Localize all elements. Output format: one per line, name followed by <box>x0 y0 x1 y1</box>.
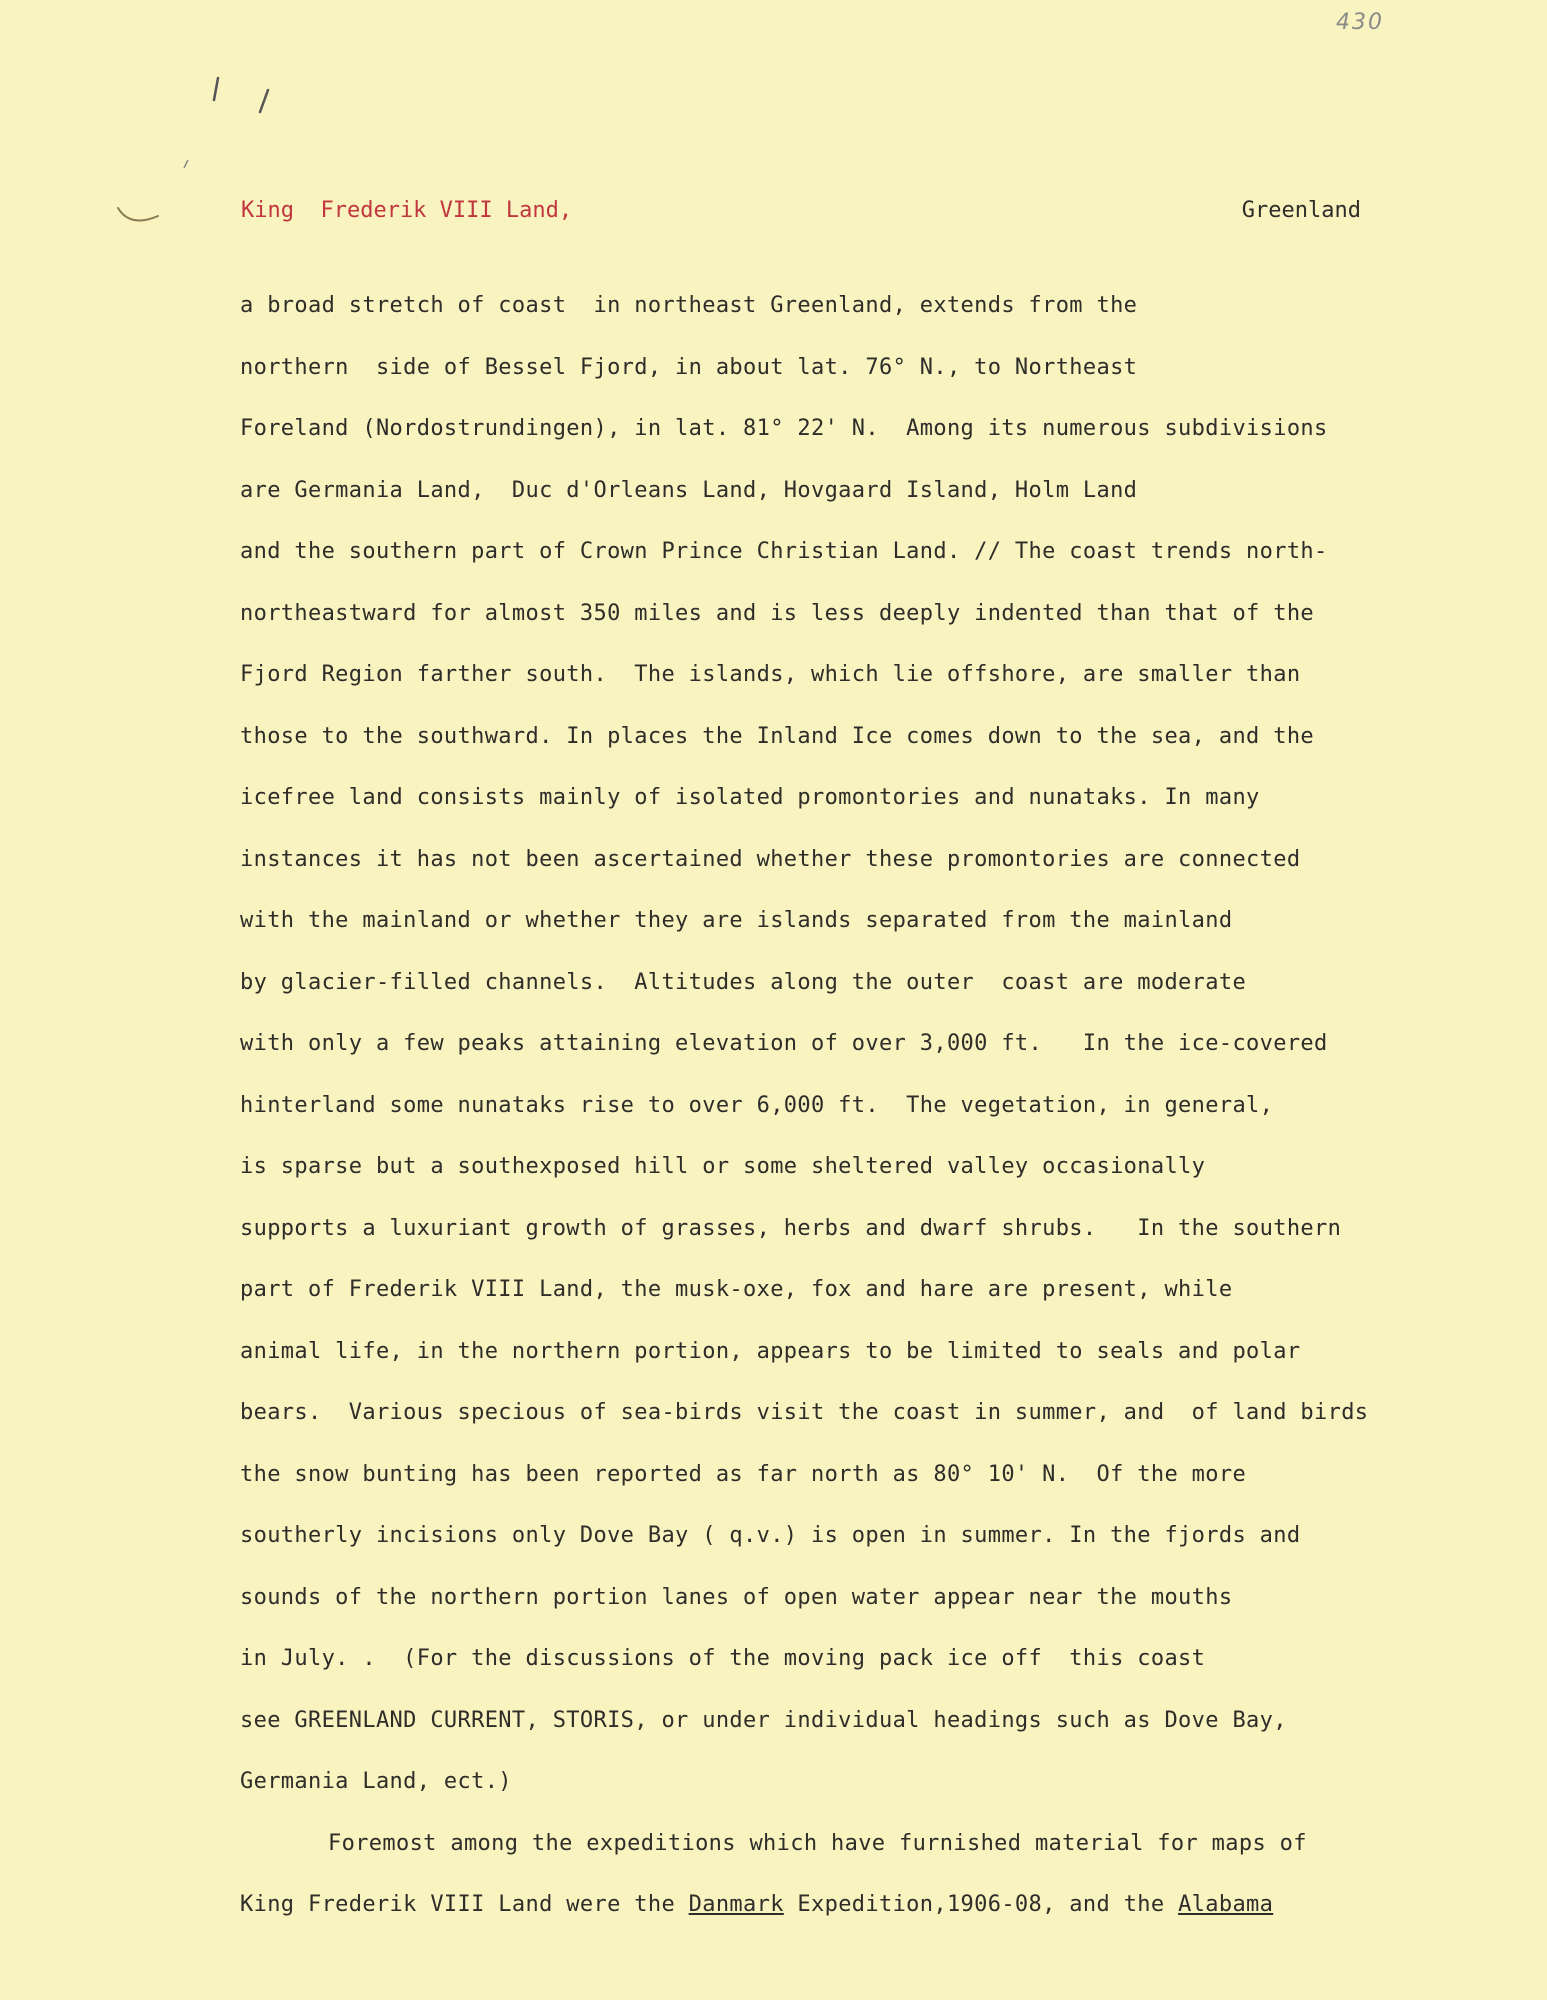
text-line: southerly incisions only Dove Bay ( q.v.) is open in summer. In the fjords and <box>240 1523 1301 1548</box>
text-line: Foremost among the expeditions which have furnished material for maps of <box>328 1830 1307 1856</box>
text-line: hinterland some nunataks rise to over 6,000 ft. The vegetation, in general, <box>240 1092 1274 1118</box>
text-line: those to the southward. In places the Inland Ice comes down to the sea, and the <box>240 723 1315 749</box>
text-line: Foreland (Nordostrundingen), in lat. 81° 22' N. Among its numerous subdivisions <box>240 416 1328 441</box>
text-line: with only a few peaks attaining elevation of over 3,000 ft. In the ice-covered <box>240 1031 1328 1056</box>
text-line: in July. . (For the discussions of the moving pack ice off this coast <box>240 1646 1206 1671</box>
text-line: with the mainland or whether they are islands separated from the mainland <box>240 908 1233 933</box>
header-region: Greenland <box>1241 198 1361 223</box>
text-line: bears. Various specious of sea-birds visit the coast in summer, and of land birds <box>240 1400 1369 1425</box>
text-line: by glacier-filled channels. Altitudes along the outer coast are moderate <box>240 969 1247 995</box>
text-line: are Germania Land, Duc d'Orleans Land, Hovgaard Island, Holm Land <box>240 477 1138 503</box>
text-line <box>240 1885 1520 1947</box>
text-line: sounds of the northern portion lanes of open water appear near the mouths <box>240 1584 1233 1610</box>
document-header <box>241 198 1361 232</box>
underlined-term: Danmark <box>688 1892 784 1917</box>
body-text <box>240 286 1520 1947</box>
text-line: northern side of Bessel Fjord, in about lat. 76° N., to Northeast <box>240 354 1138 380</box>
page-number: 430 <box>1336 10 1384 35</box>
text-line: northeastward for almost 350 miles and is less deeply indented than that of the <box>240 600 1315 626</box>
text-line: supports a luxuriant growth of grasses, herbs and dwarf shrubs. In the southern <box>240 1215 1342 1241</box>
text-line: Fjord Region farther south. The islands, which lie offshore, are smaller than <box>240 662 1301 687</box>
text-line: see GREENLAND CURRENT, STORIS, or under individual headings such as Dove Bay, <box>240 1707 1287 1733</box>
text-segment: King Frederik VIII Land were the <box>240 1892 689 1917</box>
text-line: instances it has not been ascertained whether these promontories are connected <box>240 846 1301 872</box>
text-line: a broad stretch of coast in northeast Greenland, extends from the <box>240 293 1138 318</box>
text-line: and the southern part of Crown Prince Christian Land. // The coast trends north- <box>240 539 1328 564</box>
underlined-term: Alabama <box>1178 1892 1274 1917</box>
text-line: is sparse but a southexposed hill or some sheltered valley occasionally <box>240 1154 1206 1179</box>
text-line: icefree land consists mainly of isolated promontories and nunataks. In many <box>240 785 1260 810</box>
text-segment: Expedition,1906-08, and the <box>783 1892 1179 1917</box>
text-line: animal life, in the northern portion, appears to be limited to seals and polar <box>240 1338 1301 1364</box>
header-title: King Frederik VIII Land, <box>241 198 573 223</box>
text-line: Germania Land, ect.) <box>240 1769 512 1794</box>
text-line: part of Frederik VIII Land, the musk-oxe, fox and hare are present, while <box>240 1277 1233 1302</box>
text-line: the snow bunting has been reported as far north as 80° 10' N. Of the more <box>240 1461 1247 1487</box>
